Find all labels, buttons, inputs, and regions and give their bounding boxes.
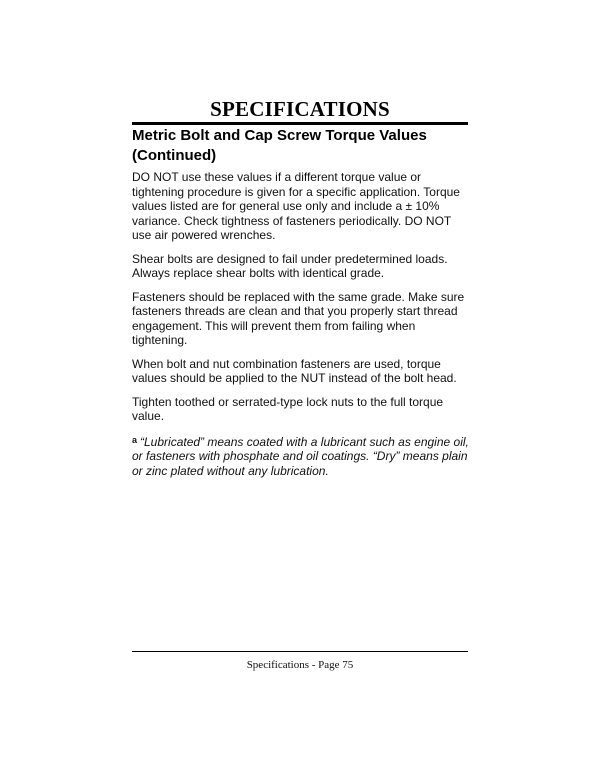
paragraph-torque-usage: DO NOT use these values if a different torque value or tightening procedure is given for a specific application. Torque values listed are for general use only and include a ± 10% variance. Check tightness of fasteners periodically. DO NOT use air powered wrenches. xyxy=(132,170,460,242)
section-heading xyxy=(132,126,468,166)
footer-divider xyxy=(132,651,468,652)
section-heading-line-1: Metric Bolt and Cap Screw Torque Values xyxy=(132,127,427,144)
footnote xyxy=(132,433,470,479)
section-heading-line-2: (Continued) xyxy=(132,147,217,164)
page-title: SPECIFICATIONS xyxy=(210,97,390,121)
footnote-text: “Lubricated” means coated with a lubricant such as engine oil, or fasteners with phosphate and oil coatings. “Dry” means plain or zinc plated without any lubrication. xyxy=(132,434,469,478)
page-footer: Specifications - Page 75 xyxy=(246,659,354,671)
body-text xyxy=(132,170,470,487)
paragraph-lock-nuts: Tighten toothed or serrated-type lock nuts to the full torque value. xyxy=(132,394,444,423)
title-divider xyxy=(132,122,468,125)
paragraph-fastener-grade: Fasteners should be replaced with the same grade. Make sure fasteners threads are clean and that you properly start thread engagement. This will prevent them from failing when tightening. xyxy=(132,289,465,347)
section-heading-line-1-wrap xyxy=(132,126,468,146)
footnote-marker: a xyxy=(132,434,138,445)
paragraph-shear-bolts: Shear bolts are designed to fail under predetermined loads. Always replace shear bolts with identical grade. xyxy=(132,251,448,280)
paragraph-nut-torque: When bolt and nut combination fasteners are used, torque values should be applied to the NUT instead of the bolt head. xyxy=(132,356,457,385)
